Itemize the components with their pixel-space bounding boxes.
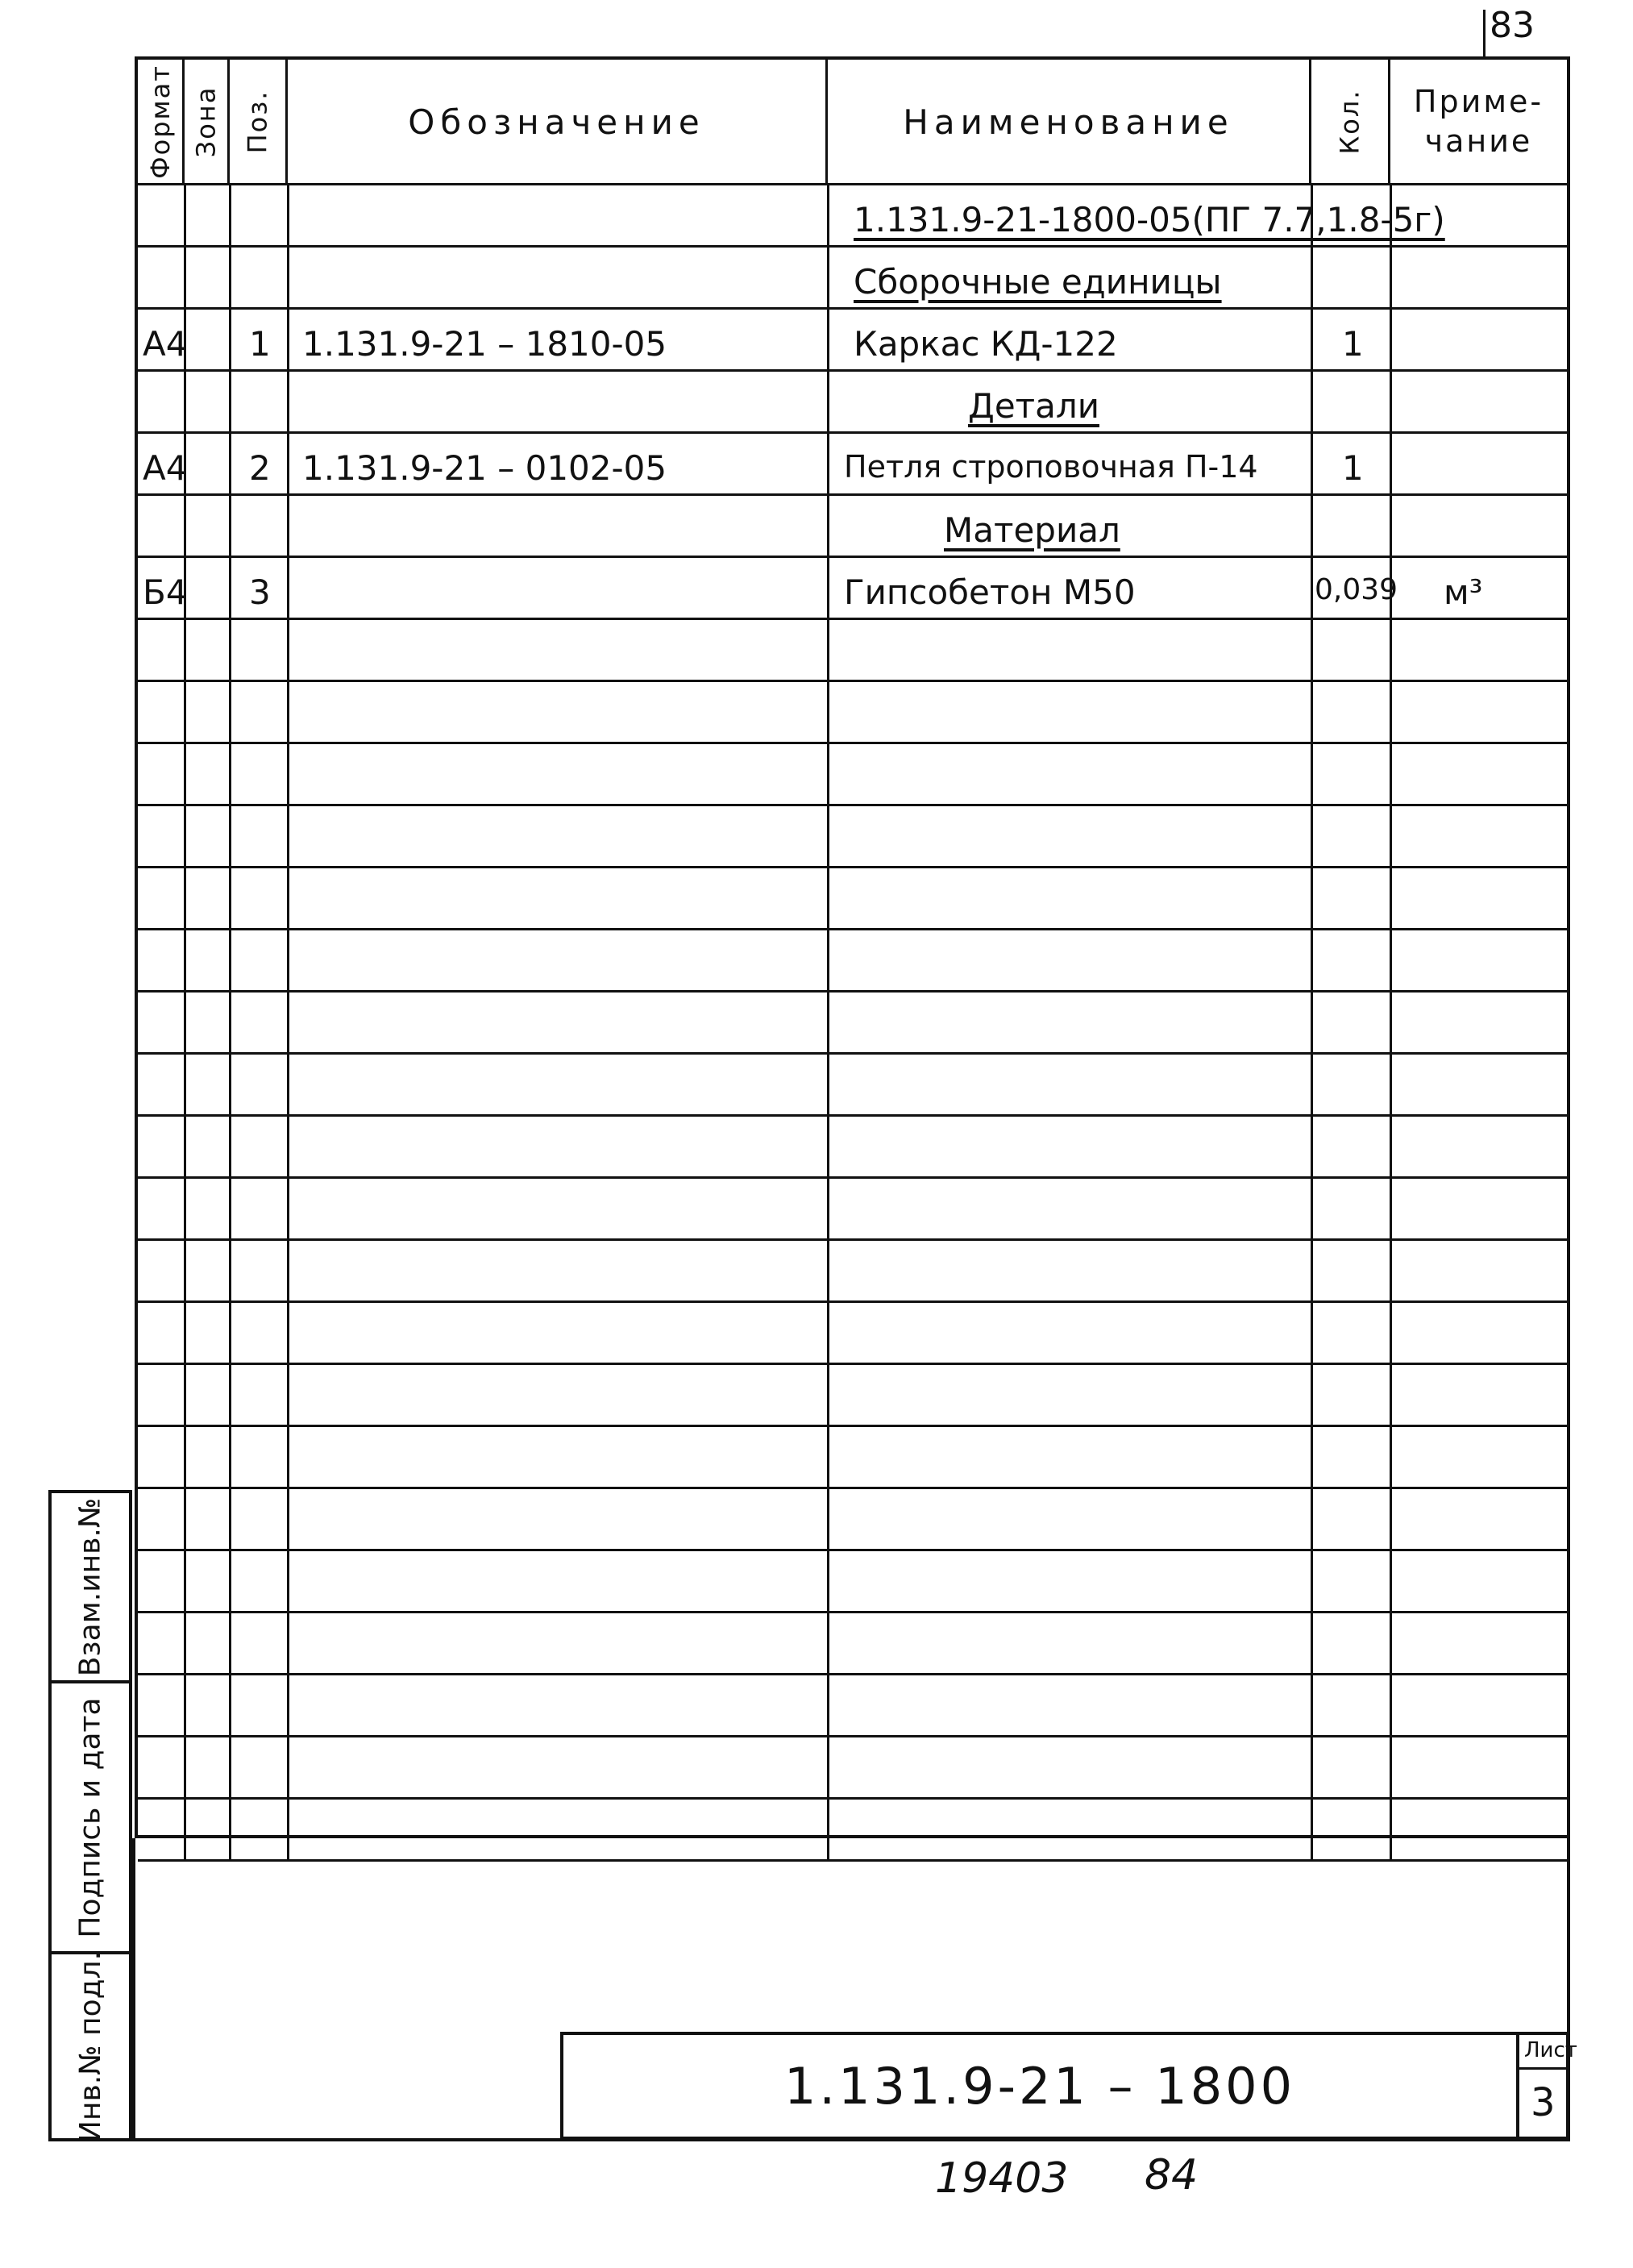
row-line: [138, 369, 1567, 372]
row-line: [138, 804, 1567, 806]
document-code: 1.131.9-21 – 1800: [783, 2056, 1296, 2116]
sheet-label: Лист: [1524, 2038, 1577, 2062]
stamp-inv-original: Инв.№ подл.: [48, 1951, 132, 2141]
sheet-box-divider: [1519, 2067, 1566, 2070]
row-line: [138, 307, 1567, 310]
section-assembly-units: Сборочные единицы: [854, 262, 1222, 302]
row-line: [138, 1114, 1567, 1117]
row-quantity: 1: [1342, 448, 1364, 488]
frame-left-line: [132, 1838, 135, 2141]
row-name: Петля строповочная П-14: [844, 449, 1258, 485]
specification-table: [135, 56, 1570, 1838]
row-line: [138, 493, 1567, 496]
row-line: [138, 1549, 1567, 1551]
row-line: [138, 1300, 1567, 1303]
row-line: [138, 618, 1567, 620]
column-line: [1311, 184, 1313, 1860]
row-line: [138, 556, 1567, 558]
row-format: А4: [143, 324, 188, 364]
row-note: м³: [1444, 572, 1483, 612]
sheet-box: [1519, 2032, 1577, 2140]
row-line: [138, 183, 1567, 185]
header-format: Формат: [138, 60, 185, 184]
title-block: [560, 2032, 1519, 2140]
row-designation: 1.131.9-21 – 1810-05: [302, 324, 667, 364]
row-position: 3: [249, 572, 271, 612]
top-sheet-number: 83: [1490, 5, 1535, 46]
header-name: Наименование: [828, 60, 1311, 184]
row-line: [138, 866, 1567, 868]
section-parts: Детали: [968, 386, 1099, 426]
header-note: Приме-чание: [1413, 83, 1544, 159]
header-quantity: Кол.: [1311, 60, 1390, 184]
column-line: [1390, 184, 1392, 1860]
row-name: Каркас КД-122: [854, 324, 1118, 364]
row-line: [138, 1425, 1567, 1427]
row-line: [138, 1797, 1567, 1800]
stamp-inv-replace: Взам.инв.№: [48, 1490, 132, 1683]
row-quantity: 1: [1342, 324, 1364, 364]
sheet-number: 3: [1531, 2080, 1556, 2125]
row-line: [138, 1611, 1567, 1613]
archive-number: 19403: [935, 2154, 1069, 2203]
row-position: 1: [249, 324, 271, 364]
column-line: [184, 184, 186, 1860]
row-line: [138, 431, 1567, 434]
row-line: [138, 1735, 1567, 1737]
column-line: [287, 184, 289, 1860]
row-line: [138, 1238, 1567, 1241]
row-line: [138, 742, 1567, 744]
row-line: [138, 680, 1567, 682]
stamp-signature-date: Подпись и дата: [48, 1680, 132, 1954]
row-format: А4: [143, 448, 188, 488]
page-number: 84: [1145, 2151, 1199, 2199]
row-document-name: 1.131.9-21-1800-05(ПГ 7.7,1.8-5г): [854, 200, 1445, 239]
row-line: [138, 990, 1567, 993]
section-material: Материал: [944, 510, 1120, 550]
row-line: [138, 245, 1567, 248]
row-line: [138, 1487, 1567, 1489]
row-line: [138, 1363, 1567, 1365]
header-position: Поз.: [230, 60, 288, 184]
row-name: Гипсобетон М50: [844, 572, 1136, 612]
column-line: [827, 184, 829, 1860]
row-position: 2: [249, 448, 271, 488]
row-line: [138, 1052, 1567, 1055]
header-zone: Зона: [185, 60, 230, 184]
header-designation: Обозначение: [288, 60, 828, 184]
row-line: [138, 1673, 1567, 1675]
sheet-number-tick: [1483, 10, 1485, 56]
row-line: [138, 1859, 1567, 1862]
row-designation: 1.131.9-21 – 0102-05: [302, 448, 667, 488]
row-line: [138, 928, 1567, 930]
column-line: [229, 184, 231, 1860]
row-line: [138, 1176, 1567, 1179]
row-format: Б4: [143, 572, 188, 612]
row-quantity: 0,039: [1315, 573, 1398, 606]
